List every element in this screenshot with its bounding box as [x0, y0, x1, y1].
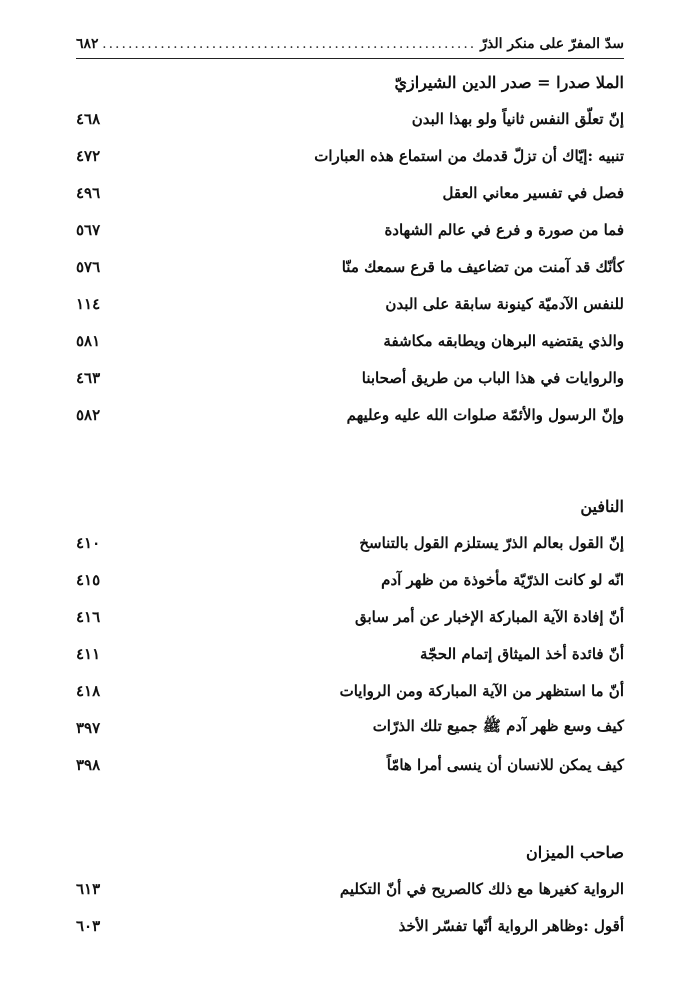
- header-page-number: ٦٨٢: [76, 36, 99, 52]
- index-entry: [76, 672, 624, 709]
- index-section-deniers: [76, 490, 624, 783]
- index-entry: [76, 907, 624, 944]
- index-entry: [76, 285, 624, 322]
- index-entry: [76, 870, 624, 907]
- entry-page-number: ٣٩٨: [76, 755, 101, 774]
- section-title: الملا صدرا = صدر الدين الشيرازيّ: [394, 73, 624, 92]
- entry-text: والذي يقتضيه البرهان ويطابقه مكاشفة: [383, 331, 624, 350]
- running-header: [76, 30, 624, 59]
- entry-text: كأنّك قد آمنت من تضاعيف ما قرع سمعك منّا: [341, 257, 624, 276]
- entry-text: تنبيه :إيّاك أن تزلّ قدمك من استماع هذه العبارات: [314, 146, 624, 165]
- entry-text: وإنّ الرسول والأئمّة صلوات الله عليه وعليهم: [346, 405, 624, 424]
- entry-page-number: ٣٩٧: [76, 718, 101, 737]
- index-entry: [76, 359, 624, 396]
- index-entry: [76, 598, 624, 635]
- entry-text: إنّ تعلّق النفس ثانياً ولو بهذا البدن: [411, 109, 624, 128]
- entry-text: أنّ إفادة الآية المباركة الإخبار عن أمر سابق: [354, 607, 624, 626]
- entry-page-number: ٤١٠: [76, 533, 101, 552]
- entry-page-number: ٤٦٨: [76, 109, 101, 128]
- header-leader-dots: [103, 36, 477, 52]
- entry-text: أنّ ما استظهر من الآية المباركة ومن الروايات: [339, 681, 624, 700]
- entry-text: فما من صورة و فرع في عالم الشهادة: [384, 220, 624, 239]
- entry-page-number: ٤١١: [76, 644, 101, 663]
- entry-page-number: ١١٤: [76, 294, 101, 313]
- entry-page-number: ٦١٣: [76, 879, 101, 898]
- entry-page-number: ٤١٦: [76, 607, 101, 626]
- index-entry: [76, 211, 624, 248]
- index-entry: [76, 709, 624, 746]
- entry-text: للنفس الآدميّة كينونة سابقة على البدن: [385, 294, 624, 313]
- section-title: النافين: [580, 497, 624, 516]
- entry-page-number: ٤٧٢: [76, 146, 101, 165]
- index-entry: [76, 174, 624, 211]
- index-entry: [76, 322, 624, 359]
- entry-text: فصل في تفسير معاني العقل: [442, 183, 624, 202]
- entry-page-number: ٤١٥: [76, 570, 101, 589]
- entry-page-number: ٥٧٦: [76, 257, 101, 276]
- entry-page-number: ٤١٨: [76, 681, 101, 700]
- header-title: سدّ المفرّ على منكر الذرّ: [480, 36, 624, 52]
- section-title: صاحب الميزان: [525, 843, 624, 862]
- entry-text: كيف يمكن للانسان أن ينسى أمرا هامّاً: [386, 755, 624, 774]
- entry-text: أنّ فائدة أخذ الميثاق إتمام الحجّة: [420, 644, 624, 663]
- index-entry: [76, 524, 624, 561]
- entry-text: أقول :وظاهر الرواية أنّها تفسّر الأخذ: [398, 916, 624, 935]
- index-entry: [76, 746, 624, 783]
- index-entry: [76, 561, 624, 598]
- index-entry: [76, 396, 624, 433]
- entry-text: كيف وسع ظهر آدم ﷺ جميع تلك الذرّات: [372, 716, 624, 735]
- entry-page-number: ٤٩٦: [76, 183, 101, 202]
- index-entry: [76, 248, 624, 285]
- index-entry: [76, 100, 624, 137]
- entry-page-number: ٥٦٧: [76, 220, 101, 239]
- index-section-mulla-sadra: [76, 66, 624, 433]
- entry-text: الرواية كغيرها مع ذلك كالصريح في أنّ التكليم: [339, 879, 624, 898]
- entry-page-number: ٦٠٣: [76, 916, 101, 935]
- index-entry: [76, 635, 624, 672]
- index-entry: [76, 137, 624, 174]
- entry-text: انّه لو كانت الذرّيّة مأخوذة من ظهر آدم: [381, 570, 624, 589]
- index-section-sahib-al-mizan: [76, 836, 624, 944]
- entry-page-number: ٤٦٣: [76, 368, 101, 387]
- entry-text: إنّ القول بعالم الذرّ يستلزم القول بالتناسخ: [359, 533, 624, 552]
- entry-text: والروايات في هذا الباب من طريق أصحابنا: [361, 368, 624, 387]
- entry-page-number: ٥٨١: [76, 331, 101, 350]
- entry-page-number: ٥٨٢: [76, 405, 101, 424]
